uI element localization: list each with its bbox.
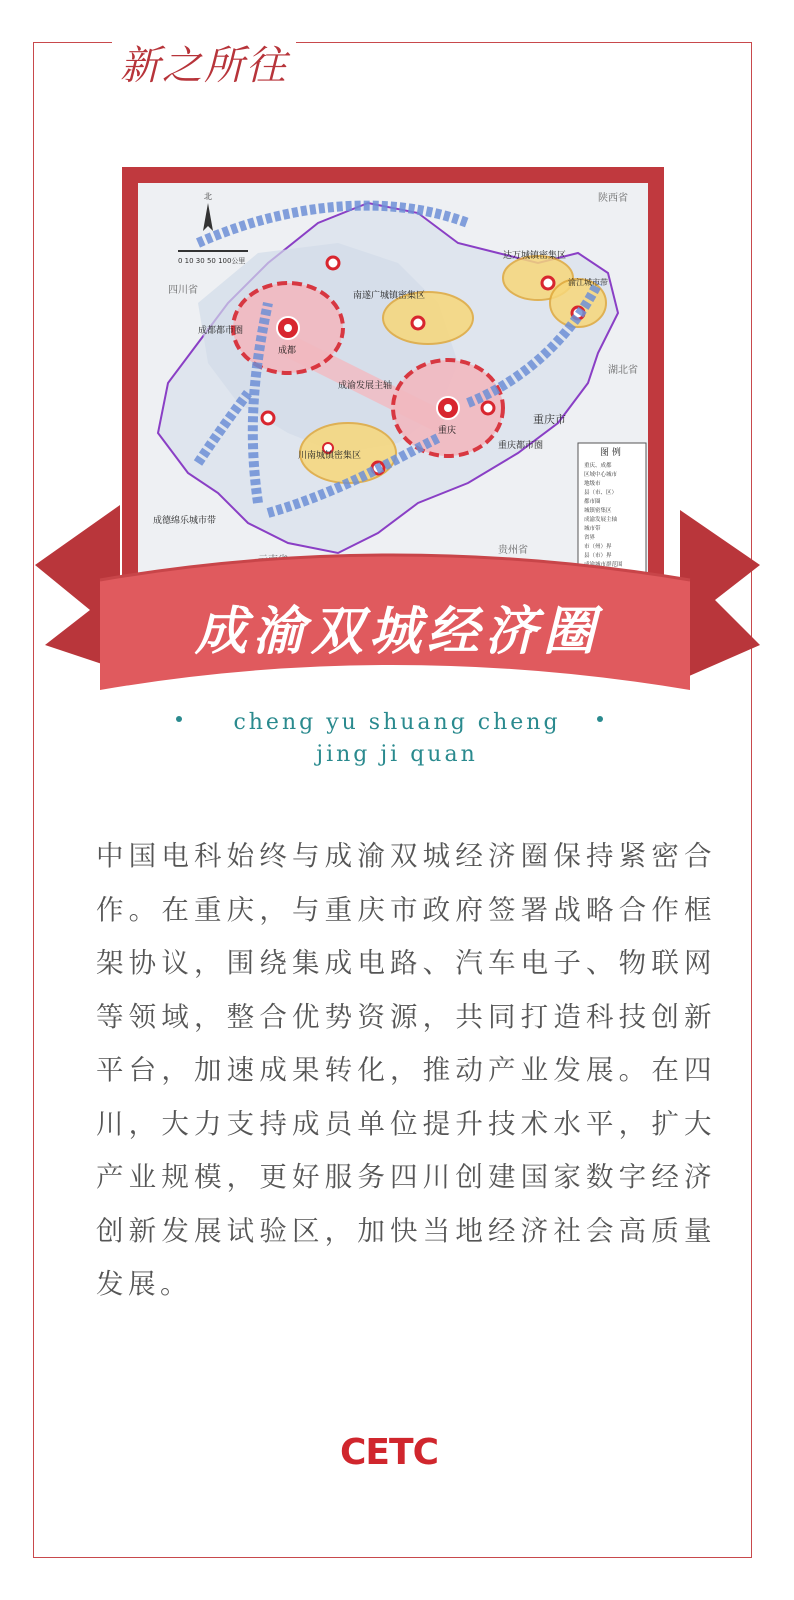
body-paragraph: 中国电科始终与成渝双城经济圈保持紧密合作。在重庆，与重庆市政府签署战略合作框架协议，围绕集成电路、汽车电子、物联网等领域，整合优势资源，共同打造科技创新平台，加速成果转化，推动产业发展。在四川，大力支持成员单位提升技术水平，扩大产业规模，更好服务四川创建国家数字经济创新发展试验区，加快当地经济社会高质量发展。 (96, 840, 716, 1300)
legend-item: 市（州）界 (584, 544, 612, 550)
legend-item: 城市带 (584, 526, 601, 532)
pinyin-line-1: cheng yu shuang cheng (233, 710, 561, 735)
legend-item: 省界 (584, 535, 596, 541)
label-hubei: 湖北省 (608, 365, 638, 376)
label-chengdu-metro: 成都都市圈 (198, 326, 244, 336)
legend-item: 成渝城市群范围 (584, 562, 623, 568)
cetc-logo-text: CETC (340, 1432, 438, 1473)
brand-calligraphy: 新之所往 (112, 38, 296, 94)
label-wanzhou-cluster: 渝江城市带 (568, 278, 608, 287)
label-north: 北 (204, 192, 212, 201)
legend-title: 图 例 (600, 448, 621, 458)
legend-item: 县（市、区） (584, 490, 618, 496)
legend-item: 地级市 (584, 481, 601, 487)
label-nanchong-cluster: 南遂广城镇密集区 (353, 291, 426, 301)
legend-item: 城镇密集区 (584, 508, 612, 514)
legend-item: 都市圈 (584, 499, 601, 505)
label-chengdu: 成都 (278, 346, 297, 356)
legend-item: 区域中心城市 (584, 472, 618, 478)
main-title: 成渝双城经济圈 (194, 601, 601, 662)
label-scale: 0 10 30 50 100公里 (178, 257, 246, 265)
legend-item: 成渝发展主轴 (584, 517, 618, 523)
label-guizhou: 贵州省 (498, 545, 528, 556)
legend-item: 重庆、成都 (584, 463, 612, 469)
label-pan-cluster: 成德绵乐城市带 (153, 516, 217, 526)
label-chongqing: 重庆 (438, 426, 457, 436)
label-chuannan-cluster: 川南城镇密集区 (298, 451, 362, 461)
legend-item: 县（市）界 (584, 553, 612, 559)
label-chengyu-axis: 成渝发展主轴 (338, 381, 393, 391)
label-dawan-cluster: 达万城镇密集区 (503, 251, 567, 261)
label-shaanxi: 陕西省 (598, 193, 628, 204)
pinyin-line-2: jing ji quan (316, 742, 478, 767)
label-sichuan: 四川省 (168, 285, 198, 296)
label-chongqing-city: 重庆市 (533, 413, 566, 426)
cetc-logo (340, 1432, 438, 1473)
label-chongqing-metro: 重庆都市圈 (498, 441, 544, 451)
